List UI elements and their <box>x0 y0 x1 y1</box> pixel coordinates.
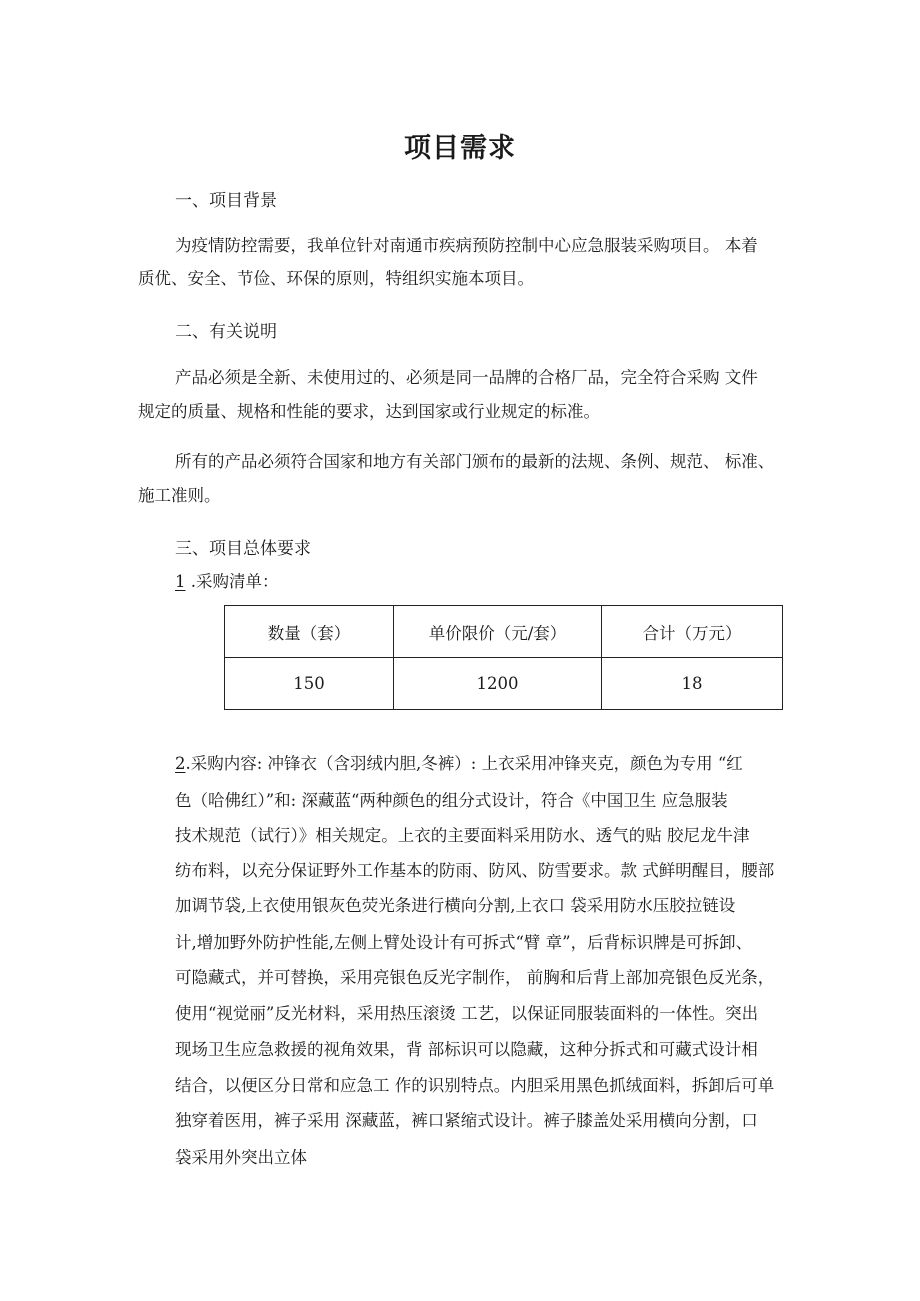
table-cell: 18 <box>602 658 783 710</box>
paragraph-line: 质优、安全、节俭、环保的原则，特组织实施本项目。 <box>138 269 534 288</box>
content-line: 袋采用外突出立体 <box>175 1148 307 1167</box>
content-line: 技术规范（试行）》相关规定。上衣的主要面料采用防水、透气的贴 胶尼龙牛津 <box>175 826 750 845</box>
table-header-row <box>225 606 783 658</box>
paragraph-line: 为疫情防控需要，我单位针对南通市疾病预防控制中心应急服装采购项目。 本着 <box>175 236 758 255</box>
list-number: 1 <box>175 572 186 591</box>
content-line: 可隐藏式，并可替换，采用亮银色反光字制作， 前胸和后背上部加亮银色反光条， <box>175 968 775 987</box>
content-line: 加调节袋,上衣使用银灰色荧光条进行横向分割,上衣口 袋采用防水压胶拉链设 <box>175 896 736 915</box>
paragraph-line: 施工准则。 <box>138 486 221 505</box>
content-line: 计,增加野外防护性能,左侧上臂处设计有可拆式“臂 章”，后背标识牌是可拆卸、 <box>175 933 753 952</box>
content-line: 纺布料，以充分保证野外工作基本的防雨、防风、防雪要求。款 式鲜明醒目，腰部 <box>175 861 775 880</box>
list-item-purchase-list <box>175 568 279 595</box>
content-line: 独穿着医用，裤子采用 深藏蓝，裤口紧缩式设计。裤子膝盖处采用横向分割，口 <box>175 1111 758 1130</box>
paragraph-line: 产品必须是全新、未使用过的、必须是同一品牌的合格厂品，完全符合采购 文件 <box>175 368 758 387</box>
list-text: .采购内容: 冲锋衣（含羽绒内胆,冬裤）: 上衣采用冲锋夹克，颜色为专用 “红 <box>185 754 743 773</box>
content-line: 使用“视觉丽”反光材料，采用热压滚烫 工艺，以保证同服装面料的一体性。突出 <box>175 1004 759 1023</box>
content-line: 色（哈佛红）”和: 深藏蓝“两种颜色的组分式设计，符合《中国卫生 应急服装 <box>175 791 728 810</box>
content-line <box>175 750 743 774</box>
content-line: 现场卫生应急救援的视角效果，背 部标识可以隐藏，这种分拆式和可藏式设计相 <box>175 1040 758 1059</box>
paragraph-line: 规定的质量、规格和性能的要求，达到国家或行业规定的标准。 <box>138 402 600 421</box>
table-header-cell: 单价限价（元/套） <box>394 606 602 658</box>
section-heading-background: 一、项目背景 <box>175 191 277 211</box>
paragraph-line: 所有的产品必须符合国家和地方有关部门颁布的最新的法规、条例、规范、 标准、 <box>175 452 775 471</box>
table-header-cell: 合计（万元） <box>602 606 783 658</box>
section-heading-notes: 二、有关说明 <box>175 322 277 342</box>
content-line: 结合，以便区分日常和应急工 作的识别特点。内胆采用黑色抓绒面料，拆卸后可单 <box>175 1076 775 1095</box>
table-header-cell: 数量（套） <box>225 606 394 658</box>
page-title: 项目需求 <box>404 133 516 164</box>
list-label: .采购清单： <box>190 572 279 591</box>
purchase-table <box>224 605 783 710</box>
table-cell: 150 <box>225 658 394 710</box>
section-heading-requirements: 三、项目总体要求 <box>175 539 311 559</box>
table-cell: 1200 <box>394 658 602 710</box>
list-number: 2 <box>175 754 186 773</box>
table-row <box>225 658 783 710</box>
